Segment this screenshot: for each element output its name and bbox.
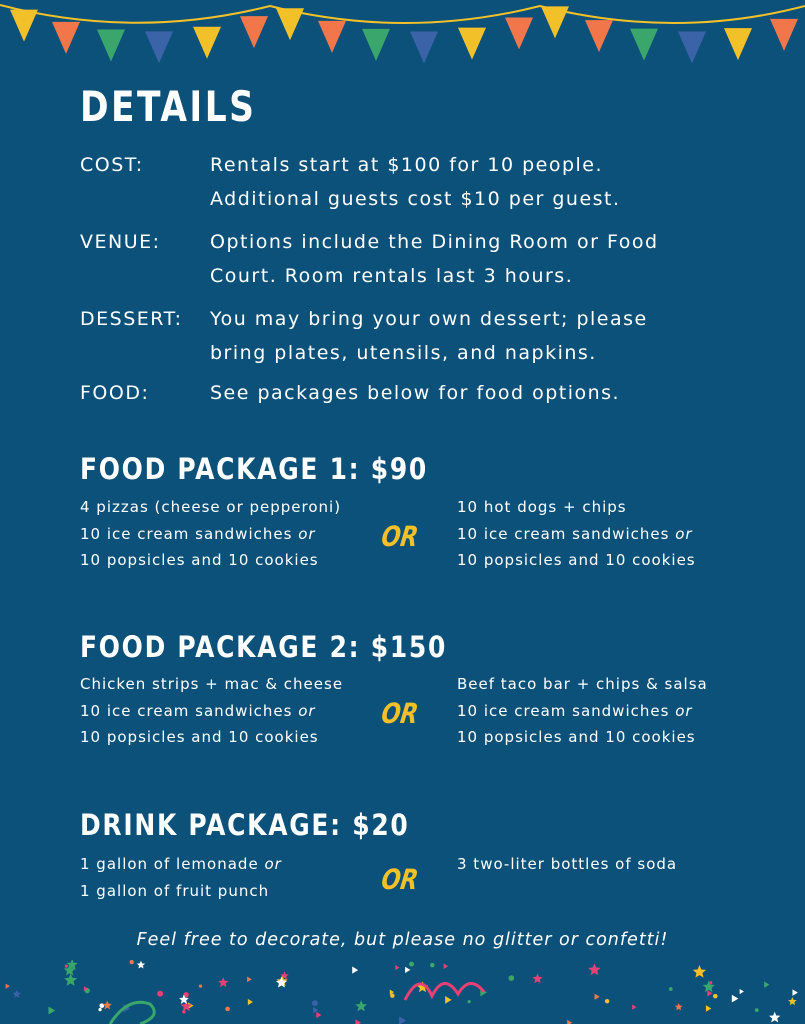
confetti-piece xyxy=(313,1007,318,1013)
package-2-b-line-3: 10 popsicles and 10 cookies xyxy=(457,728,696,746)
bunting-flag xyxy=(770,19,798,51)
cost-line-2: Additional guests cost $10 per guest. xyxy=(210,188,621,210)
confetti-piece xyxy=(103,1001,112,1010)
cost-value xyxy=(210,148,750,216)
package-1-b-line-2 xyxy=(457,521,696,548)
package-2-a-line-2 xyxy=(80,698,343,725)
package-2-option-a xyxy=(80,671,343,751)
package-1-b-line-1: 10 hot dogs + chips xyxy=(457,498,627,516)
or-word: or xyxy=(298,524,316,543)
streamer xyxy=(110,1002,154,1024)
confetti-piece xyxy=(409,962,414,967)
or-separator: OR xyxy=(379,697,421,730)
details-row-dessert xyxy=(80,302,740,372)
confetti-piece xyxy=(755,1008,759,1012)
confetti-piece xyxy=(769,1012,780,1023)
dessert-value xyxy=(210,302,750,370)
food-value xyxy=(210,376,750,410)
confetti-piece xyxy=(740,989,744,994)
venue-value xyxy=(210,225,750,293)
package-1-title: FOOD PACKAGE 1: $90 xyxy=(80,452,428,486)
bunting-flag xyxy=(10,10,38,42)
confetti-piece xyxy=(405,967,410,973)
confetti-piece xyxy=(13,990,21,998)
confetti-piece xyxy=(276,977,287,988)
confetti-piece xyxy=(355,1000,367,1011)
bunting-flag xyxy=(630,29,658,61)
package-1-a-line-3: 10 popsicles and 10 cookies xyxy=(80,551,319,569)
food-line-1: See packages below for food options. xyxy=(210,382,621,404)
cost-label: COST: xyxy=(80,154,144,176)
or-separator: OR xyxy=(379,520,421,553)
confetti-piece xyxy=(399,1016,406,1024)
confetti-piece xyxy=(669,987,673,991)
or-word: or xyxy=(675,701,693,720)
bunting-flag xyxy=(724,28,752,60)
bunting-flag xyxy=(678,31,706,63)
package-2-b-line-2 xyxy=(457,698,708,725)
confetti-piece xyxy=(675,1003,683,1010)
drink-option-b xyxy=(457,851,677,878)
confetti-piece xyxy=(316,1012,321,1018)
venue-line-1: Options include the Dining Room or Food xyxy=(210,231,659,253)
streamer xyxy=(405,983,484,1000)
or-word: or xyxy=(675,524,693,543)
bunting-flag xyxy=(541,6,569,38)
drink-a-line-2: 1 gallon of fruit punch xyxy=(80,881,270,900)
package-2-title: FOOD PACKAGE 2: $150 xyxy=(80,630,448,664)
line-text: 10 ice cream sandwiches xyxy=(80,701,299,720)
confetti-piece xyxy=(199,984,202,987)
food-label: FOOD: xyxy=(80,382,150,404)
details-row-food xyxy=(80,376,740,412)
confetti-piece xyxy=(390,993,394,997)
confetti-piece xyxy=(64,973,77,985)
confetti-piece xyxy=(444,963,449,969)
package-1-a-line-2 xyxy=(80,521,341,548)
confetti-piece xyxy=(792,989,797,995)
confetti-piece xyxy=(352,967,358,974)
confetti-piece xyxy=(225,1007,230,1012)
bunting-flag xyxy=(193,27,221,59)
package-1-option-b xyxy=(457,494,696,574)
details-heading: DETAILS xyxy=(80,82,257,131)
confetti-piece xyxy=(157,991,163,997)
drink-a-line-1 xyxy=(80,851,282,878)
confetti-piece xyxy=(65,964,68,967)
line-text: 1 gallon of lemonade xyxy=(80,855,265,873)
confetti-piece xyxy=(788,997,797,1005)
drink-package-title: DRINK PACKAGE: $20 xyxy=(80,808,410,842)
or-word: or xyxy=(298,701,316,720)
cost-line-1: Rentals start at $100 for 10 people. xyxy=(210,154,604,176)
bunting-flag xyxy=(276,8,304,40)
package-1-option-a xyxy=(80,494,341,574)
confetti-piece xyxy=(532,974,542,984)
dessert-line-2: bring plates, utensils, and napkins. xyxy=(210,342,597,364)
package-2-a-line-3: 10 popsicles and 10 cookies xyxy=(80,728,319,746)
package-2-a-line-1: Chicken strips + mac & cheese xyxy=(80,675,344,693)
bunting-string xyxy=(0,5,805,23)
confetti-piece xyxy=(130,960,134,964)
confetti-piece xyxy=(693,965,706,978)
bunting-flag xyxy=(585,20,613,52)
confetti-piece xyxy=(48,1006,55,1014)
bunting-banner xyxy=(0,0,805,75)
bunting-flag xyxy=(97,29,125,61)
bunting-flag xyxy=(362,29,390,61)
confetti-piece xyxy=(248,999,253,1005)
bunting-flag xyxy=(505,18,533,50)
confetti-piece xyxy=(395,965,399,970)
package-2-option-b xyxy=(457,671,708,751)
dessert-label: DESSERT: xyxy=(80,308,183,330)
package-2-b-line-1: Beef taco bar + chips & salsa xyxy=(457,675,708,693)
confetti-piece xyxy=(218,977,228,987)
confetti-piece xyxy=(595,994,600,1000)
confetti-piece xyxy=(137,961,145,969)
details-row-cost xyxy=(80,148,740,218)
confetti-decoration xyxy=(0,960,805,1024)
confetti-piece xyxy=(588,963,601,975)
confetti-piece xyxy=(445,996,451,1004)
confetti-piece xyxy=(355,1019,361,1024)
venue-line-2: Court. Room rentals last 3 hours. xyxy=(210,265,574,287)
confetti-piece xyxy=(764,981,769,987)
bunting-flag xyxy=(410,31,438,63)
confetti-piece xyxy=(632,1004,636,1009)
bunting-flag xyxy=(52,22,80,54)
bunting-flag xyxy=(145,31,173,63)
drink-b-line-1: 3 two-liter bottles of soda xyxy=(457,855,678,873)
line-text: 10 ice cream sandwiches xyxy=(80,524,299,543)
package-1-b-line-3: 10 popsicles and 10 cookies xyxy=(457,551,696,569)
confetti-piece xyxy=(605,999,609,1003)
confetti-piece xyxy=(713,994,718,999)
details-row-venue xyxy=(80,225,740,295)
dessert-line-1: You may bring your own dessert; please xyxy=(210,308,648,330)
confetti-piece xyxy=(98,1008,101,1011)
bunting-flag xyxy=(458,28,486,60)
confetti-piece xyxy=(703,981,715,993)
confetti-piece xyxy=(182,1010,185,1013)
bunting-flag xyxy=(318,21,346,53)
confetti-piece xyxy=(732,995,738,1003)
venue-label: VENUE: xyxy=(80,231,161,253)
confetti-piece xyxy=(468,1000,471,1003)
footer-note: Feel free to decorate, but please no glitter or confetti! xyxy=(136,930,669,950)
confetti-piece xyxy=(509,975,515,981)
line-text: 10 ice cream sandwiches xyxy=(457,524,676,543)
line-text: 10 ice cream sandwiches xyxy=(457,701,676,720)
confetti-piece xyxy=(312,1000,318,1006)
confetti-piece xyxy=(706,1005,711,1011)
package-1-a-line-1: 4 pizzas (cheese or pepperoni) xyxy=(80,498,342,516)
confetti-piece xyxy=(6,984,10,989)
confetti-piece xyxy=(247,977,252,983)
bunting-flag xyxy=(240,16,268,48)
confetti-piece xyxy=(709,981,712,984)
confetti-piece xyxy=(430,963,435,968)
confetti-piece xyxy=(567,1020,572,1024)
or-word: or xyxy=(264,855,282,873)
or-separator: OR xyxy=(379,863,421,896)
drink-option-a xyxy=(80,851,282,904)
